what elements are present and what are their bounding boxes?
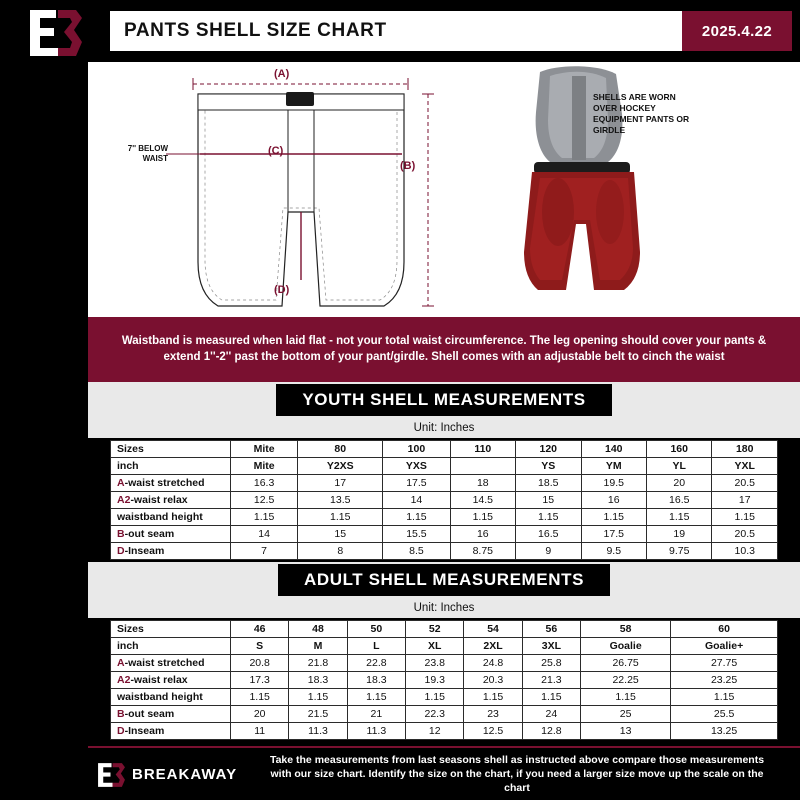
page-header [0,0,800,62]
table-cell: 22.25 [581,672,671,689]
row-label [111,543,231,560]
footer-brand [0,748,260,800]
table-cell: 54 [464,621,522,638]
table-cell: 10.3 [712,543,778,560]
row-label-marker: B [117,708,125,720]
instruction-text: Waistband is measured when laid flat - not your total waist circumference. The leg opening should cover your pants & extend 1''-2'' past the bottom of your pant/girdle. Shell comes with an adjustable belt to cinch the waist [121,335,767,363]
table-cell: 1.15 [647,509,712,526]
table-cell: YXL [712,458,778,475]
row-label [111,526,231,543]
table-cell: 2XL [464,638,522,655]
table-cell: 1.15 [383,509,450,526]
table-cell: 14 [231,526,298,543]
table-cell: 24 [522,706,580,723]
table-cell: Mite [231,441,298,458]
table-cell: 8 [298,543,383,560]
row-label [111,655,231,672]
table-cell: Y2XS [298,458,383,475]
label-d: (D) [274,284,290,296]
table-cell: 23 [464,706,522,723]
below-waist-note: 7'' BELOW WAIST [127,144,168,163]
row-label [111,475,231,492]
date-text: 2025.4.22 [701,22,773,40]
table-cell: 1.15 [231,689,289,706]
table-cell: 1.15 [671,689,778,706]
table-cell: 1.15 [298,509,383,526]
table-row [111,509,778,526]
table-cell [450,458,515,475]
table-row [111,543,778,560]
table-row [111,526,778,543]
table-cell: 17 [298,475,383,492]
table-cell: 1.15 [231,509,298,526]
youth-section-title: YOUTH SHELL MEASUREMENTS [276,384,611,416]
table-cell: 1.15 [464,689,522,706]
youth-table-wrap [110,440,778,560]
table-cell: M [289,638,347,655]
instruction-band [88,317,800,382]
table-row [111,492,778,509]
table-cell: 1.15 [522,689,580,706]
table-row [111,621,778,638]
table-cell: 20 [647,475,712,492]
table-cell: S [231,638,289,655]
row-label-text: inch [117,460,139,472]
label-a: (A) [274,68,290,80]
date-badge [682,11,792,51]
table-cell: 20.5 [712,475,778,492]
adult-section-header [88,562,800,598]
table-cell: 9.75 [647,543,712,560]
table-row [111,475,778,492]
table-cell: 20 [231,706,289,723]
table-cell: 56 [522,621,580,638]
table-cell: 27.75 [671,655,778,672]
row-label [111,723,231,740]
table-cell: 20.5 [712,526,778,543]
breakaway-b-logo-icon [0,0,110,62]
table-cell: 21 [347,706,405,723]
row-label [111,672,231,689]
table-cell: 11 [231,723,289,740]
table-cell: Mite [231,458,298,475]
table-cell: 110 [450,441,515,458]
table-cell: 160 [647,441,712,458]
table-cell: 14.5 [450,492,515,509]
table-cell: 48 [289,621,347,638]
youth-section-header [88,382,800,418]
table-cell: L [347,638,405,655]
table-row [111,638,778,655]
row-label-text: Sizes [117,623,144,635]
row-label [111,706,231,723]
table-cell: 12.5 [464,723,522,740]
table-cell: 22.3 [406,706,464,723]
table-cell: 15 [516,492,581,509]
table-cell: 18 [450,475,515,492]
table-cell: 180 [712,441,778,458]
table-cell: 1.15 [347,689,405,706]
row-label-text: Sizes [117,443,144,455]
footer-brand-text: BREAKAWAY [132,765,238,783]
row-label-text: -Inseam [124,725,165,737]
table-cell: 24.8 [464,655,522,672]
row-label [111,689,231,706]
table-cell: 21.8 [289,655,347,672]
table-cell: 23.8 [406,655,464,672]
page-title [110,11,682,51]
page-title-text: PANTS SHELL SIZE CHART [124,20,387,41]
table-cell: 18.3 [347,672,405,689]
table-cell: 15.5 [383,526,450,543]
adult-section-title: ADULT SHELL MEASUREMENTS [278,564,610,596]
row-label [111,509,231,526]
table-row [111,689,778,706]
table-cell: 16.5 [516,526,581,543]
table-cell: 1.15 [516,509,581,526]
table-cell: 60 [671,621,778,638]
table-cell: 9 [516,543,581,560]
row-label-marker: A [117,657,125,669]
youth-unit-label: Unit: Inches [88,418,800,438]
table-cell: 12.5 [231,492,298,509]
table-cell: 17 [712,492,778,509]
table-row [111,655,778,672]
row-label-text: -waist stretched [124,657,205,669]
row-label-marker: A2 [117,674,131,686]
table-row [111,441,778,458]
table-cell: 100 [383,441,450,458]
table-cell: 1.15 [581,689,671,706]
table-cell: 14 [383,492,450,509]
table-cell: 9.5 [581,543,646,560]
breakaway-b-logo-icon-small [96,761,126,787]
page-footer [0,748,800,800]
adult-table-wrap [110,620,778,740]
table-cell: 52 [406,621,464,638]
table-cell: YS [516,458,581,475]
youth-size-table [110,440,778,560]
row-label-text: -waist relax [130,494,188,506]
row-label-marker: A2 [117,494,131,506]
label-c: (C) [268,145,284,157]
row-label-text: -Inseam [124,545,165,557]
table-row [111,458,778,475]
table-cell: XL [406,638,464,655]
table-cell: 25 [581,706,671,723]
table-cell: 18.5 [516,475,581,492]
table-cell: 1.15 [712,509,778,526]
row-label [111,621,231,638]
table-cell: 140 [581,441,646,458]
table-cell: 1.15 [581,509,646,526]
table-cell: 58 [581,621,671,638]
table-cell: 8.75 [450,543,515,560]
table-row [111,706,778,723]
table-cell: 46 [231,621,289,638]
table-cell: 3XL [522,638,580,655]
table-cell: 120 [516,441,581,458]
table-cell: 7 [231,543,298,560]
table-cell: 15 [298,526,383,543]
table-cell: 80 [298,441,383,458]
table-cell: 13.25 [671,723,778,740]
row-label [111,638,231,655]
footer-instructions: Take the measurements from last seasons shell as instructed above compare those measurements with our size chart. Identify the size on the chart, if you need a larger size move up the scale on the chart [269,754,765,794]
table-row [111,723,778,740]
row-label-marker: D [117,545,125,557]
table-cell: 11.3 [347,723,405,740]
row-label-marker: A [117,477,125,489]
table-cell: 12 [406,723,464,740]
row-label-text: -waist stretched [124,477,205,489]
table-cell: 25.8 [522,655,580,672]
table-cell: 50 [347,621,405,638]
table-cell: 13 [581,723,671,740]
row-label-text: waistband height [117,691,203,703]
table-cell: 16.5 [647,492,712,509]
row-label-text: -waist relax [130,674,188,686]
row-label [111,441,231,458]
table-cell: 26.75 [581,655,671,672]
table-cell: 18.3 [289,672,347,689]
label-b: (B) [400,160,416,172]
table-cell: YXS [383,458,450,475]
table-cell: Goalie+ [671,638,778,655]
table-cell: 1.15 [450,509,515,526]
table-cell: 21.5 [289,706,347,723]
row-label-text: inch [117,640,139,652]
row-label-text: waistband height [117,511,203,523]
row-label-marker: B [117,528,125,540]
table-cell: 20.3 [464,672,522,689]
table-cell: 25.5 [671,706,778,723]
table-cell: 16 [450,526,515,543]
table-cell: 19 [647,526,712,543]
table-cell: 16.3 [231,475,298,492]
shell-worn-note: SHELLS ARE WORN OVER HOCKEY EQUIPMENT PANTS OR GIRDLE [593,92,690,135]
table-cell: 19.5 [581,475,646,492]
adult-unit-label: Unit: Inches [88,598,800,618]
table-cell: 16 [581,492,646,509]
table-cell: 22.8 [347,655,405,672]
table-cell: 21.3 [522,672,580,689]
table-cell: YL [647,458,712,475]
table-cell: 11.3 [289,723,347,740]
table-cell: 13.5 [298,492,383,509]
table-cell: 12.8 [522,723,580,740]
table-cell: 8.5 [383,543,450,560]
row-label-marker: D [117,725,125,737]
table-cell: YM [581,458,646,475]
table-cell: 17.5 [581,526,646,543]
row-label [111,458,231,475]
table-cell: 17.3 [231,672,289,689]
diagram-panel [88,62,800,317]
table-row [111,672,778,689]
table-cell: 17.5 [383,475,450,492]
table-cell: 19.3 [406,672,464,689]
row-label [111,492,231,509]
table-cell: 20.8 [231,655,289,672]
row-label-text: -out seam [124,708,175,720]
adult-size-table [110,620,778,740]
table-cell: 23.25 [671,672,778,689]
table-cell: 1.15 [289,689,347,706]
table-cell: Goalie [581,638,671,655]
row-label-text: -out seam [124,528,175,540]
table-cell: 1.15 [406,689,464,706]
